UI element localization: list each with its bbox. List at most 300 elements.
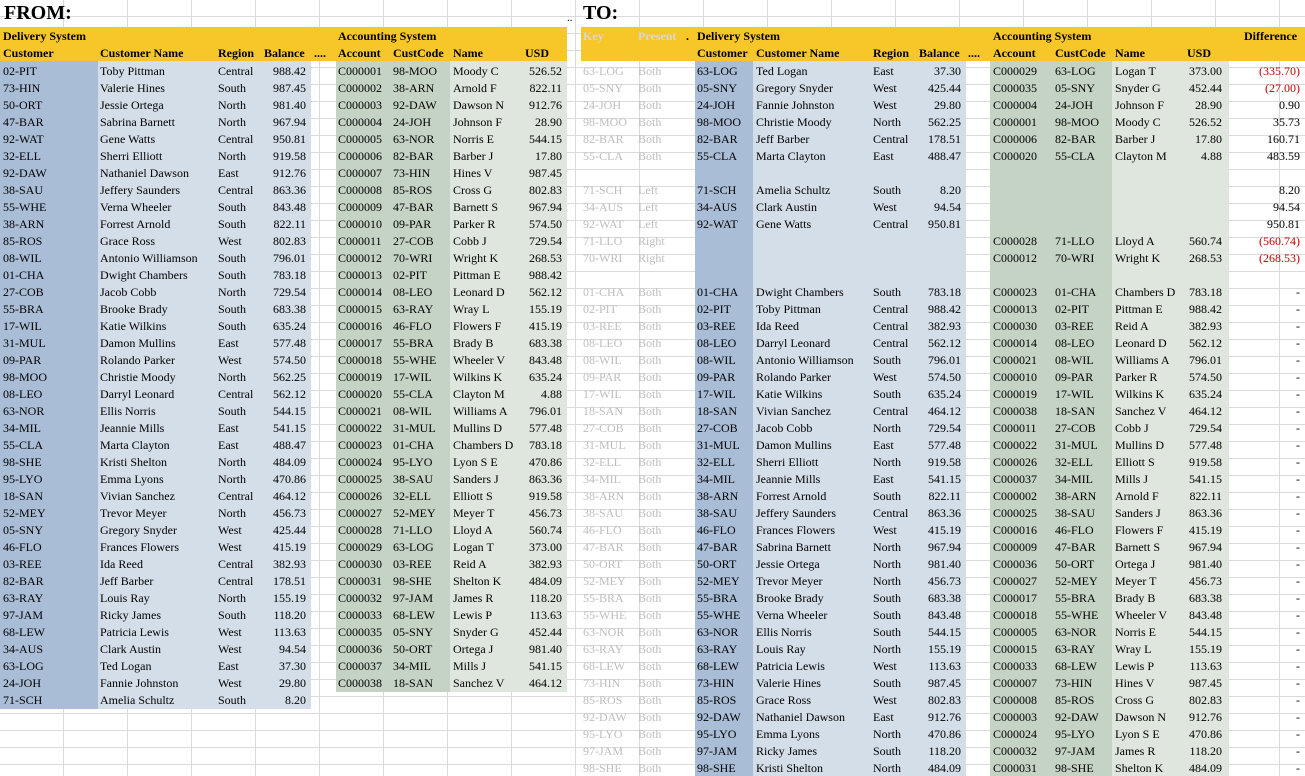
to-balance-cell[interactable] <box>917 250 961 267</box>
to-customer-cell[interactable] <box>697 233 753 250</box>
to-usd-cell[interactable]: 919.58 <box>1189 455 1222 469</box>
from-customer-cell[interactable]: 46-FLO <box>3 540 42 554</box>
to-custcode-cell[interactable]: 68-LEW <box>1055 659 1097 673</box>
from-custcode-cell[interactable]: 85-ROS <box>393 183 433 197</box>
to-region-cell[interactable]: West <box>873 98 897 112</box>
from-region-cell[interactable]: South <box>218 81 247 95</box>
to-name-cell[interactable]: Clayton M <box>1115 149 1167 163</box>
from-usd-cell[interactable]: 822.11 <box>529 81 562 95</box>
from-customer-name-cell[interactable]: Forrest Arnold <box>100 217 171 231</box>
from-custcode-cell[interactable]: 02-PIT <box>393 268 427 282</box>
from-customer-cell[interactable]: 27-COB <box>3 285 44 299</box>
to-usd-cell[interactable]: 484.09 <box>1189 761 1222 775</box>
to-key-cell[interactable]: 34-AUS <box>583 200 624 214</box>
from-region-cell[interactable]: West <box>218 523 242 537</box>
to-present-cell[interactable]: Both <box>638 608 662 622</box>
to-present-cell[interactable] <box>638 165 686 182</box>
to-account-cell[interactable]: C000032 <box>993 744 1038 758</box>
from-customer-name-cell[interactable]: Emma Lyons <box>100 472 164 486</box>
from-customer-name-cell[interactable]: Sabrina Barnett <box>100 115 175 129</box>
to-balance-cell[interactable]: 683.38 <box>928 591 961 605</box>
to-custcode-cell[interactable]: 17-WIL <box>1055 387 1094 401</box>
to-present-cell[interactable]: Both <box>638 64 662 78</box>
from-customer-cell[interactable]: 55-WHE <box>3 200 47 214</box>
to-customer-name-cell[interactable]: Damon Mullins <box>756 438 832 452</box>
from-region-cell[interactable]: West <box>218 676 242 690</box>
from-account-cell[interactable]: C000012 <box>338 251 383 265</box>
from-col-custcode[interactable]: CustCode <box>393 46 444 60</box>
to-region-cell[interactable] <box>873 267 917 284</box>
from-region-cell[interactable]: Central <box>218 557 254 571</box>
to-custcode-cell[interactable] <box>1055 216 1111 233</box>
to-region-cell[interactable]: North <box>873 574 901 588</box>
to-region-cell[interactable]: North <box>873 115 901 129</box>
to-difference-cell[interactable]: - <box>1296 404 1300 418</box>
from-customer-cell[interactable]: 38-SAU <box>3 183 44 197</box>
from-region-cell[interactable]: North <box>218 506 246 520</box>
to-present-cell[interactable]: Both <box>638 81 662 95</box>
from-region-cell[interactable]: South <box>218 319 247 333</box>
to-account-cell[interactable]: C000025 <box>993 506 1038 520</box>
from-customer-cell[interactable]: 34-MIL <box>3 421 41 435</box>
from-customer-name-cell[interactable]: Damon Mullins <box>100 336 176 350</box>
from-usd-cell[interactable]: 541.15 <box>529 659 562 673</box>
to-customer-name-cell[interactable]: Grace Ross <box>756 693 811 707</box>
from-account-cell[interactable]: C000035 <box>338 625 383 639</box>
to-key-cell[interactable]: 71-LLO <box>583 234 623 248</box>
from-customer-name-cell[interactable]: Jeannie Mills <box>100 421 165 435</box>
to-usd-cell[interactable]: 863.36 <box>1189 506 1222 520</box>
from-region-cell[interactable]: North <box>218 591 246 605</box>
to-name-cell[interactable] <box>1115 199 1181 216</box>
from-account-cell[interactable]: C000007 <box>338 166 383 180</box>
from-name-cell[interactable]: Clayton M <box>453 387 505 401</box>
from-usd-cell[interactable]: 155.19 <box>529 302 562 316</box>
to-usd-cell[interactable]: 470.86 <box>1189 727 1222 741</box>
to-customer-cell[interactable]: 47-BAR <box>697 540 738 554</box>
to-custcode-cell[interactable] <box>1055 165 1111 182</box>
to-key-cell[interactable]: 73-HIN <box>583 676 621 690</box>
from-account-cell[interactable]: C000030 <box>338 557 383 571</box>
to-usd-cell[interactable]: 635.24 <box>1189 387 1222 401</box>
to-balance-cell[interactable]: 37.30 <box>934 64 961 78</box>
from-customer-cell[interactable]: 63-NOR <box>3 404 45 418</box>
to-usd-cell[interactable]: 822.11 <box>1189 489 1222 503</box>
from-region-cell[interactable]: North <box>218 472 246 486</box>
to-present-cell[interactable] <box>638 267 686 284</box>
to-region-cell[interactable]: Central <box>873 302 909 316</box>
from-customer-cell[interactable]: 63-RAY <box>3 591 44 605</box>
to-custcode-cell[interactable]: 82-BAR <box>1055 132 1096 146</box>
to-region-cell[interactable]: North <box>873 557 901 571</box>
from-customer-name-cell[interactable]: Ellis Norris <box>100 404 156 418</box>
to-balance-cell[interactable]: 415.19 <box>928 523 961 537</box>
to-difference-cell[interactable]: - <box>1296 472 1300 486</box>
to-customer-name-cell[interactable]: Kristi Shelton <box>756 761 824 775</box>
to-name-cell[interactable] <box>1115 182 1181 199</box>
from-usd-cell[interactable]: 452.44 <box>529 625 562 639</box>
to-key-cell[interactable]: 27-COB <box>583 421 624 435</box>
to-balance-cell[interactable]: 29.80 <box>934 98 961 112</box>
to-customer-cell[interactable]: 31-MUL <box>697 438 740 452</box>
to-custcode-cell[interactable]: 02-PIT <box>1055 302 1089 316</box>
to-present-cell[interactable]: Both <box>638 506 662 520</box>
from-balance-cell[interactable]: 94.54 <box>279 642 306 656</box>
to-customer-name-cell[interactable]: Brooke Brady <box>756 591 824 605</box>
from-region-cell[interactable]: Central <box>218 132 254 146</box>
to-custcode-cell[interactable]: 38-ARN <box>1055 489 1097 503</box>
to-col-balance[interactable]: Balance <box>919 46 960 60</box>
to-key-cell[interactable]: 08-LEO <box>583 336 623 350</box>
to-account-cell[interactable] <box>993 199 1051 216</box>
to-key-cell[interactable]: 08-WIL <box>583 353 622 367</box>
to-name-cell[interactable]: Arnold F <box>1115 489 1159 503</box>
from-balance-cell[interactable]: 113.63 <box>273 625 306 639</box>
to-account-cell[interactable]: C000003 <box>993 710 1038 724</box>
to-key-cell[interactable]: 01-CHA <box>583 285 625 299</box>
to-balance-cell[interactable] <box>917 233 961 250</box>
to-key-cell[interactable]: 34-MIL <box>583 472 621 486</box>
from-region-cell[interactable]: East <box>218 336 239 350</box>
from-region-cell[interactable]: South <box>218 693 247 707</box>
from-balance-cell[interactable]: 981.40 <box>273 98 306 112</box>
to-name-cell[interactable]: Lyon S E <box>1115 727 1160 741</box>
to-difference-cell[interactable]: - <box>1296 727 1300 741</box>
to-difference-cell[interactable]: - <box>1296 319 1300 333</box>
to-key-cell[interactable]: 55-CLA <box>583 149 623 163</box>
from-usd-cell[interactable]: 470.86 <box>529 455 562 469</box>
from-custcode-cell[interactable]: 55-WHE <box>393 353 437 367</box>
to-customer-cell[interactable] <box>697 267 753 284</box>
from-balance-cell[interactable]: 29.80 <box>279 676 306 690</box>
to-key-cell[interactable]: 92-WAT <box>583 217 624 231</box>
to-customer-name-cell[interactable] <box>756 250 871 267</box>
to-customer-name-cell[interactable]: Clark Austin <box>756 200 818 214</box>
from-name-cell[interactable]: Barber J <box>453 149 494 163</box>
to-name-cell[interactable]: Leonard D <box>1115 336 1167 350</box>
from-region-cell[interactable]: East <box>218 166 239 180</box>
to-customer-name-cell[interactable]: Trevor Meyer <box>756 574 823 588</box>
from-account-cell[interactable]: C000021 <box>338 404 383 418</box>
to-usd-cell[interactable]: 988.42 <box>1189 302 1222 316</box>
to-region-cell[interactable]: Central <box>873 217 909 231</box>
to-balance-cell[interactable]: 155.19 <box>928 642 961 656</box>
to-balance-cell[interactable] <box>917 267 961 284</box>
to-present-cell[interactable]: Both <box>638 557 662 571</box>
to-col-usd[interactable]: USD <box>1187 46 1212 60</box>
to-name-cell[interactable]: Sanchez V <box>1115 404 1167 418</box>
to-present-cell[interactable]: Both <box>638 319 662 333</box>
from-region-cell[interactable]: Central <box>218 489 254 503</box>
to-difference-cell[interactable]: - <box>1296 387 1300 401</box>
from-usd-cell[interactable]: 28.90 <box>535 115 562 129</box>
from-name-cell[interactable]: Elliott S <box>453 489 493 503</box>
to-difference-cell[interactable]: - <box>1296 540 1300 554</box>
from-name-cell[interactable]: Dawson N <box>453 98 504 112</box>
to-balance-cell[interactable]: 577.48 <box>928 438 961 452</box>
to-usd-cell[interactable]: 544.15 <box>1189 625 1222 639</box>
to-present-cell[interactable]: Both <box>638 132 662 146</box>
from-region-cell[interactable]: East <box>218 438 239 452</box>
from-customer-cell[interactable]: 63-LOG <box>3 659 44 673</box>
from-name-cell[interactable]: Chambers D <box>453 438 514 452</box>
to-customer-name-cell[interactable]: Jeannie Mills <box>756 472 821 486</box>
to-customer-name-cell[interactable] <box>756 267 871 284</box>
from-customer-cell[interactable]: 85-ROS <box>3 234 43 248</box>
to-usd-cell[interactable]: 118.20 <box>1189 744 1222 758</box>
from-region-cell[interactable]: Central <box>218 387 254 401</box>
to-customer-name-cell[interactable]: Darryl Leonard <box>756 336 831 350</box>
to-customer-name-cell[interactable]: Antonio Williamson <box>756 353 854 367</box>
to-balance-cell[interactable]: 635.24 <box>928 387 961 401</box>
to-customer-name-cell[interactable]: Sherri Elliott <box>756 455 819 469</box>
to-present-cell[interactable]: Both <box>638 353 662 367</box>
to-balance-cell[interactable]: 912.76 <box>928 710 961 724</box>
to-usd-cell[interactable] <box>1177 182 1222 199</box>
from-region-cell[interactable]: West <box>218 540 242 554</box>
from-name-cell[interactable]: Lyon S E <box>453 455 498 469</box>
to-account-cell[interactable] <box>993 267 1051 284</box>
from-name-cell[interactable]: James R <box>453 591 494 605</box>
from-customer-name-cell[interactable]: Jeffery Saunders <box>100 183 181 197</box>
to-customer-cell[interactable]: 08-WIL <box>697 353 736 367</box>
to-customer-cell[interactable]: 63-RAY <box>697 642 738 656</box>
from-custcode-cell[interactable]: 08-LEO <box>393 285 433 299</box>
to-name-cell[interactable]: Sanders J <box>1115 506 1161 520</box>
from-region-cell[interactable]: South <box>218 268 247 282</box>
to-key-cell[interactable]: 24-JOH <box>583 98 621 112</box>
to-usd-cell[interactable]: 452.44 <box>1189 81 1222 95</box>
from-name-cell[interactable]: Cobb J <box>453 234 487 248</box>
from-balance-cell[interactable]: 635.24 <box>273 319 306 333</box>
to-region-cell[interactable]: South <box>873 387 902 401</box>
from-balance-cell[interactable]: 484.09 <box>273 455 306 469</box>
to-customer-name-cell[interactable]: Forrest Arnold <box>756 489 827 503</box>
from-balance-cell[interactable]: 178.51 <box>273 574 306 588</box>
to-customer-name-cell[interactable]: Vivian Sanchez <box>756 404 831 418</box>
from-usd-cell[interactable]: 544.15 <box>529 132 562 146</box>
to-region-cell[interactable]: West <box>873 370 897 384</box>
to-usd-cell[interactable] <box>1177 267 1222 284</box>
to-region-cell[interactable]: Central <box>873 506 909 520</box>
from-custcode-cell[interactable]: 38-SAU <box>393 472 434 486</box>
to-region-cell[interactable]: North <box>873 642 901 656</box>
from-usd-cell[interactable]: 560.74 <box>529 523 562 537</box>
from-region-cell[interactable]: South <box>218 251 247 265</box>
to-difference-cell[interactable]: - <box>1296 608 1300 622</box>
from-customer-cell[interactable]: 97-JAM <box>3 608 44 622</box>
to-customer-cell[interactable]: 02-PIT <box>697 302 731 316</box>
to-account-cell[interactable]: C000014 <box>993 336 1038 350</box>
from-customer-name-cell[interactable]: Christie Moody <box>100 370 176 384</box>
to-usd-cell[interactable]: 802.83 <box>1189 693 1222 707</box>
to-account-cell[interactable]: C000011 <box>993 421 1037 435</box>
to-account-cell[interactable]: C000029 <box>993 64 1038 78</box>
to-name-cell[interactable]: Wright K <box>1115 251 1161 265</box>
to-present-cell[interactable]: Both <box>638 625 662 639</box>
to-account-cell[interactable]: C000028 <box>993 234 1038 248</box>
to-name-cell[interactable]: Barnett S <box>1115 540 1160 554</box>
from-account-cell[interactable]: C000025 <box>338 472 383 486</box>
to-region-cell[interactable]: North <box>873 761 901 775</box>
to-usd-cell[interactable]: 981.40 <box>1189 557 1222 571</box>
from-balance-cell[interactable]: 456.73 <box>273 506 306 520</box>
to-customer-cell[interactable]: 95-LYO <box>697 727 737 741</box>
from-name-cell[interactable]: Hines V <box>453 166 493 180</box>
to-customer-name-cell[interactable]: Fannie Johnston <box>756 98 835 112</box>
to-region-cell[interactable]: South <box>873 285 902 299</box>
to-present-cell[interactable]: Both <box>638 370 662 384</box>
from-balance-cell[interactable]: 950.81 <box>273 132 306 146</box>
to-key-cell[interactable]: 70-WRI <box>583 251 623 265</box>
from-account-cell[interactable]: C000013 <box>338 268 383 282</box>
to-custcode-cell[interactable]: 63-NOR <box>1055 625 1097 639</box>
to-customer-cell[interactable]: 68-LEW <box>697 659 739 673</box>
from-usd-cell[interactable]: 729.54 <box>529 234 562 248</box>
from-usd-cell[interactable]: 17.80 <box>535 149 562 163</box>
to-name-cell[interactable]: Barber J <box>1115 132 1156 146</box>
from-balance-cell[interactable]: 863.36 <box>273 183 306 197</box>
to-region-cell[interactable]: South <box>873 676 902 690</box>
to-name-cell[interactable]: Wray L <box>1115 642 1152 656</box>
from-account-cell[interactable]: C000002 <box>338 81 383 95</box>
to-customer-cell[interactable]: 98-SHE <box>697 761 736 775</box>
from-custcode-cell[interactable]: 46-FLO <box>393 319 432 333</box>
to-customer-name-cell[interactable] <box>756 233 871 250</box>
to-custcode-cell[interactable]: 24-JOH <box>1055 98 1093 112</box>
from-usd-cell[interactable]: 268.53 <box>529 251 562 265</box>
to-col-account[interactable]: Account <box>993 46 1036 60</box>
to-difference-cell[interactable]: - <box>1296 336 1300 350</box>
to-key-cell[interactable]: 47-BAR <box>583 540 624 554</box>
to-difference-cell[interactable]: - <box>1296 591 1300 605</box>
to-difference-cell[interactable]: - <box>1296 642 1300 656</box>
to-usd-cell[interactable]: 796.01 <box>1189 353 1222 367</box>
from-account-cell[interactable]: C000001 <box>338 64 383 78</box>
to-usd-cell[interactable]: 17.80 <box>1195 132 1222 146</box>
from-account-cell[interactable]: C000028 <box>338 523 383 537</box>
to-present-cell[interactable]: Both <box>638 285 662 299</box>
to-region-cell[interactable]: East <box>873 149 894 163</box>
to-present-cell[interactable]: Both <box>638 710 662 724</box>
to-present-cell[interactable]: Both <box>638 115 662 129</box>
from-name-cell[interactable]: Pittman E <box>453 268 501 282</box>
to-custcode-cell[interactable]: 70-WRI <box>1055 251 1095 265</box>
to-balance-cell[interactable]: 425.44 <box>928 81 961 95</box>
from-usd-cell[interactable]: 456.73 <box>529 506 562 520</box>
from-custcode-cell[interactable]: 01-CHA <box>393 438 435 452</box>
to-usd-cell[interactable]: 456.73 <box>1189 574 1222 588</box>
from-usd-cell[interactable]: 526.52 <box>529 64 562 78</box>
to-account-cell[interactable]: C000006 <box>993 132 1038 146</box>
from-customer-name-cell[interactable]: Jeff Barber <box>100 574 154 588</box>
to-present-cell[interactable]: Both <box>638 302 662 316</box>
to-custcode-cell[interactable]: 08-WIL <box>1055 353 1094 367</box>
to-account-cell[interactable]: C000024 <box>993 727 1038 741</box>
from-name-cell[interactable]: Lewis P <box>453 608 492 622</box>
to-custcode-cell[interactable]: 32-ELL <box>1055 455 1093 469</box>
from-custcode-cell[interactable]: 08-WIL <box>393 404 432 418</box>
from-custcode-cell[interactable]: 82-BAR <box>393 149 434 163</box>
to-region-cell[interactable]: West <box>873 693 897 707</box>
from-account-cell[interactable]: C000019 <box>338 370 383 384</box>
from-balance-cell[interactable]: 796.01 <box>273 251 306 265</box>
from-account-cell[interactable]: C000027 <box>338 506 383 520</box>
to-customer-name-cell[interactable]: Amelia Schultz <box>756 183 831 197</box>
from-custcode-cell[interactable]: 55-BRA <box>393 336 434 350</box>
to-difference-cell[interactable]: - <box>1296 285 1300 299</box>
to-account-cell[interactable]: C000018 <box>993 608 1038 622</box>
to-custcode-cell[interactable]: 05-SNY <box>1055 81 1096 95</box>
to-customer-name-cell[interactable]: Emma Lyons <box>756 727 820 741</box>
to-name-cell[interactable]: Mullins D <box>1115 438 1165 452</box>
to-customer-cell[interactable]: 63-LOG <box>697 64 738 78</box>
from-region-cell[interactable]: North <box>218 115 246 129</box>
from-custcode-cell[interactable]: 24-JOH <box>393 115 431 129</box>
from-customer-name-cell[interactable]: Katie Wilkins <box>100 319 167 333</box>
from-customer-cell[interactable]: 17-WIL <box>3 319 42 333</box>
from-region-cell[interactable]: West <box>218 642 242 656</box>
to-custcode-cell[interactable] <box>1055 182 1111 199</box>
from-name-cell[interactable]: Mullins D <box>453 421 503 435</box>
to-present-cell[interactable]: Both <box>638 387 662 401</box>
to-account-cell[interactable]: C000030 <box>993 319 1038 333</box>
from-name-cell[interactable]: Meyer T <box>453 506 495 520</box>
from-customer-name-cell[interactable]: Trevor Meyer <box>100 506 167 520</box>
from-customer-name-cell[interactable]: Fannie Johnston <box>100 676 179 690</box>
to-usd-cell[interactable]: 268.53 <box>1189 251 1222 265</box>
from-customer-cell[interactable]: 92-WAT <box>3 132 44 146</box>
to-balance-cell[interactable]: 94.54 <box>934 200 961 214</box>
to-balance-cell[interactable]: 863.36 <box>928 506 961 520</box>
to-key-cell[interactable]: 85-ROS <box>583 693 623 707</box>
from-name-cell[interactable]: Lloyd A <box>453 523 493 537</box>
from-customer-name-cell[interactable]: Rolando Parker <box>100 353 175 367</box>
to-difference-cell[interactable]: - <box>1296 438 1300 452</box>
to-account-cell[interactable]: C000022 <box>993 438 1038 452</box>
to-balance-cell[interactable]: 822.11 <box>928 489 961 503</box>
to-customer-name-cell[interactable]: Rolando Parker <box>756 370 831 384</box>
to-present-cell[interactable]: Both <box>638 676 662 690</box>
to-name-cell[interactable]: Brady B <box>1115 591 1156 605</box>
to-customer-name-cell[interactable]: Ted Logan <box>756 64 808 78</box>
to-region-cell[interactable]: East <box>873 438 894 452</box>
from-customer-cell[interactable]: 08-LEO <box>3 387 43 401</box>
from-name-cell[interactable]: Cross G <box>453 183 493 197</box>
from-name-cell[interactable]: Ortega J <box>453 642 494 656</box>
to-usd-cell[interactable]: 4.88 <box>1201 149 1222 163</box>
to-region-cell[interactable]: South <box>873 744 902 758</box>
from-custcode-cell[interactable]: 38-ARN <box>393 81 435 95</box>
to-custcode-cell[interactable]: 09-PAR <box>1055 370 1094 384</box>
from-name-cell[interactable]: Shelton K <box>453 574 502 588</box>
from-account-cell[interactable]: C000022 <box>338 421 383 435</box>
to-difference-cell[interactable]: - <box>1296 693 1300 707</box>
to-balance-cell[interactable]: 988.42 <box>928 302 961 316</box>
to-difference-cell[interactable]: - <box>1296 421 1300 435</box>
to-customer-cell[interactable]: 98-MOO <box>697 115 741 129</box>
from-account-cell[interactable]: C000017 <box>338 336 383 350</box>
to-key-cell[interactable]: 92-DAW <box>583 710 627 724</box>
to-present-cell[interactable]: Both <box>638 98 662 112</box>
to-usd-cell[interactable]: 541.15 <box>1189 472 1222 486</box>
to-usd-cell[interactable]: 729.54 <box>1189 421 1222 435</box>
to-key-cell[interactable] <box>583 165 637 182</box>
to-customer-cell[interactable]: 71-SCH <box>697 183 737 197</box>
from-customer-cell[interactable]: 38-ARN <box>3 217 45 231</box>
to-customer-cell[interactable]: 55-BRA <box>697 591 738 605</box>
to-name-cell[interactable]: Chambers D <box>1115 285 1176 299</box>
